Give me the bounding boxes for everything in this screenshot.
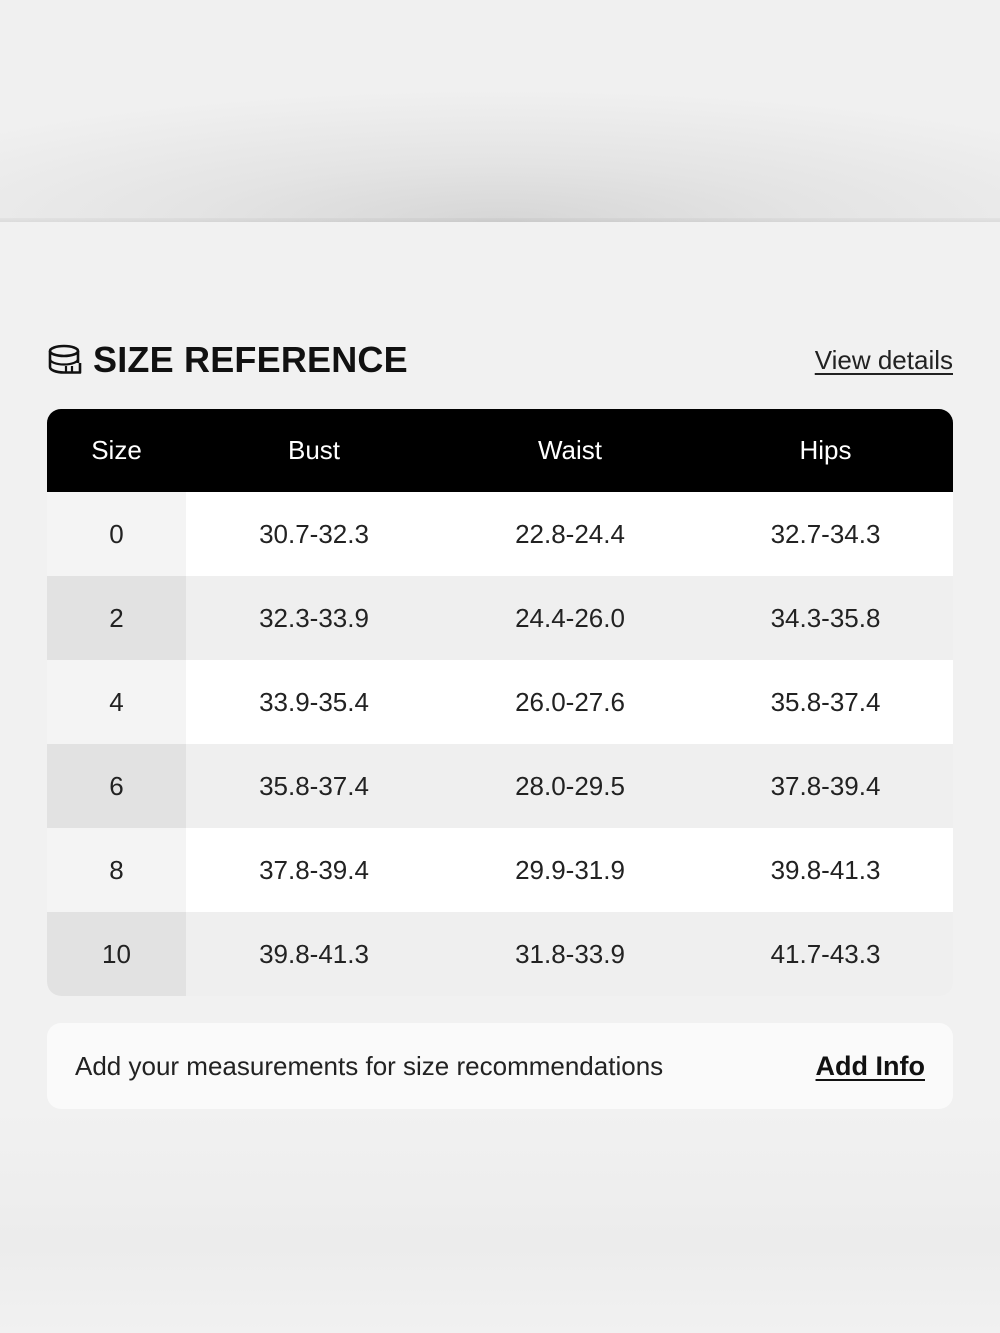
hips-cell: 35.8-37.4 bbox=[770, 686, 881, 717]
table-header-row bbox=[47, 409, 953, 492]
view-details-link[interactable]: View details bbox=[814, 344, 953, 375]
bust-cell: 35.8-37.4 bbox=[259, 770, 369, 801]
waist-cell: 26.0-27.6 bbox=[515, 686, 625, 717]
measuring-tape-icon bbox=[47, 342, 83, 378]
bust-cell: 32.3-33.9 bbox=[259, 602, 369, 633]
waist-cell: 24.4-26.0 bbox=[515, 602, 625, 633]
hips-cell: 41.7-43.3 bbox=[698, 912, 953, 996]
column-header-hips: Hips bbox=[799, 435, 852, 465]
header-title-group bbox=[47, 339, 408, 380]
hips-cell: 34.3-35.8 bbox=[770, 602, 881, 633]
column-header-bust: Bust bbox=[287, 435, 341, 465]
size-cell: 2 bbox=[47, 576, 186, 660]
add-info-link[interactable]: Add Info bbox=[815, 1050, 925, 1081]
column-header-size: Size bbox=[91, 435, 142, 465]
table-row bbox=[47, 828, 953, 912]
size-cell: 4 bbox=[47, 660, 186, 744]
page-title: SIZE REFERENCE bbox=[93, 339, 408, 380]
bottom-background bbox=[0, 1110, 1000, 1333]
bust-cell: 37.8-39.4 bbox=[259, 854, 369, 885]
waist-cell: 22.8-24.4 bbox=[515, 518, 625, 549]
bust-cell: 33.9-35.4 bbox=[259, 686, 369, 717]
size-cell: 6 bbox=[47, 744, 186, 828]
waist-cell: 29.9-31.9 bbox=[515, 854, 625, 885]
table-row bbox=[47, 744, 953, 828]
size-reference-header bbox=[47, 336, 953, 384]
table-row bbox=[47, 660, 953, 744]
hips-cell: 32.7-34.3 bbox=[770, 518, 881, 549]
table-row bbox=[47, 576, 953, 660]
measurements-banner bbox=[47, 1023, 953, 1109]
size-cell: 10 bbox=[47, 912, 186, 996]
table-row bbox=[47, 912, 953, 996]
top-image-area bbox=[0, 0, 1000, 222]
bust-cell: 30.7-32.3 bbox=[259, 518, 369, 549]
hips-cell: 39.8-41.3 bbox=[770, 854, 881, 885]
hips-cell: 37.8-39.4 bbox=[770, 770, 881, 801]
table-row bbox=[47, 492, 953, 576]
size-table bbox=[47, 409, 953, 996]
waist-cell: 28.0-29.5 bbox=[515, 770, 625, 801]
size-cell: 8 bbox=[47, 828, 186, 912]
size-cell: 0 bbox=[47, 492, 186, 576]
bust-cell: 39.8-41.3 bbox=[186, 912, 442, 996]
column-header-waist: Waist bbox=[537, 435, 603, 465]
banner-text: Add your measurements for size recommendations bbox=[75, 1050, 664, 1081]
waist-cell: 31.8-33.9 bbox=[442, 912, 698, 996]
